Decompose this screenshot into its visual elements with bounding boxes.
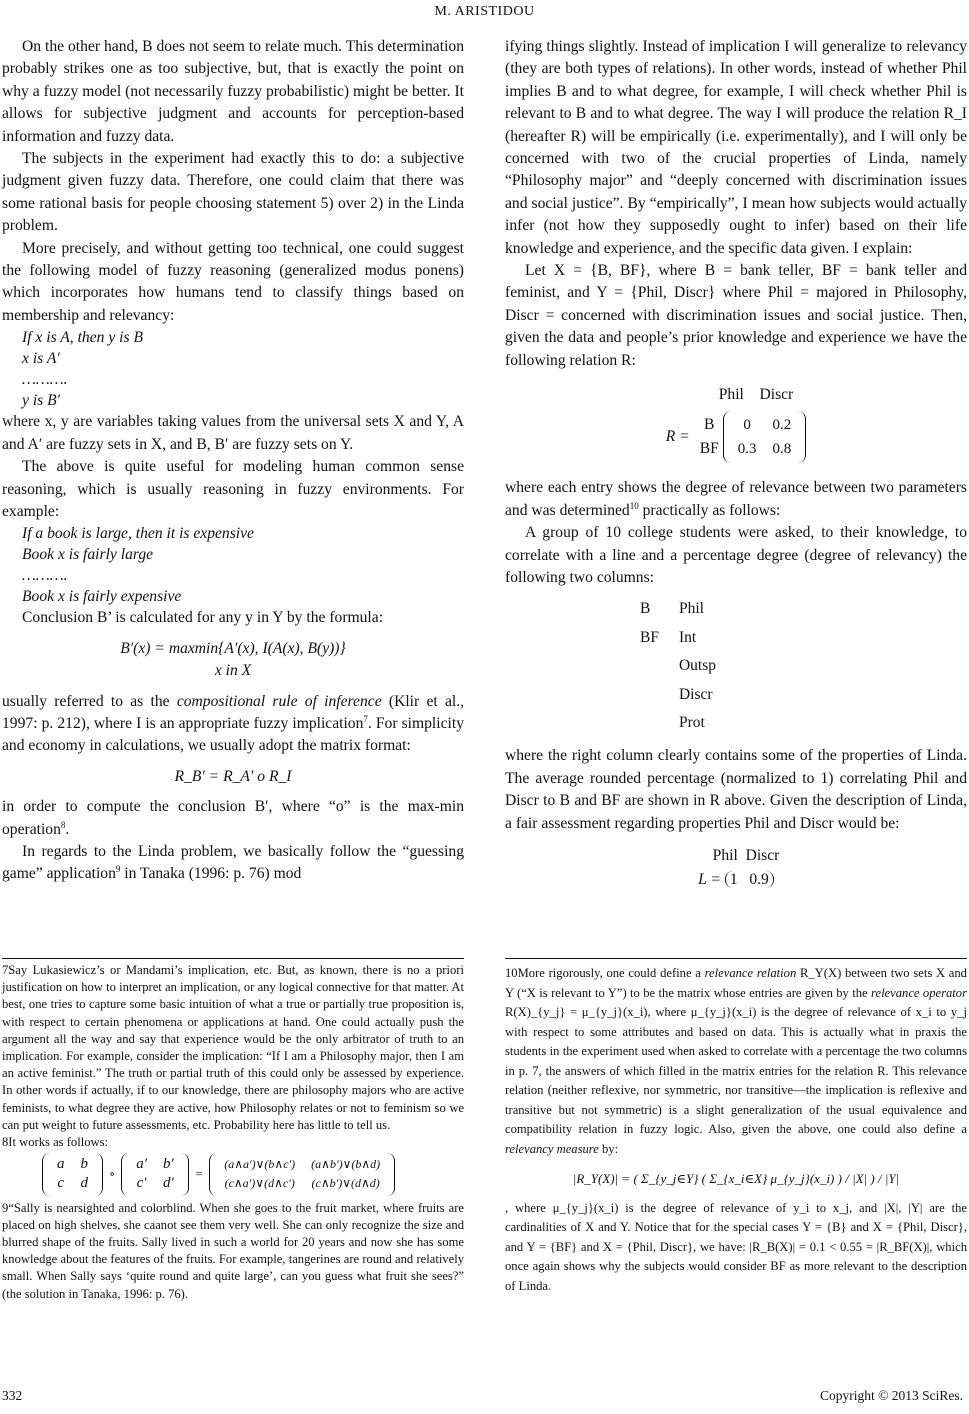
- footnote-rule-left: [2, 958, 464, 959]
- paragraph: On the other hand, B does not seem to relate much. This determination probably strikes one as too subjective, but, that is exactly the point on why a fuzzy model (not necessarily fuzzy probabilistic) might be better. It allows for subjective judgment and accounts for perception-based information and fuzzy data.: [2, 38, 464, 145]
- paragraph: in order to compute the conclusion B′, where “o” is the max-min operation$^8$.: [2, 798, 464, 838]
- paragraph: The subjects in the experiment had exactly this to do: a subjective judgment given fuzzy data. Therefore, one could claim that there was some rational basis for people choosing statement 5) over 2) in the Linda problem.: [2, 150, 464, 235]
- footnote-9: 9“Sally is nearsighted and colorblind. When she goes to the fruit market, where fruits are placed on high shelves, she caanot see them very well. She can only recognize the size and blurred shape of the fruits. Sally lived in such a world for 20 years and now she has some knowledge about the features of the fruits. For example, tangerines are round and relatively small. When Sally says ‘quite round and quite large’, can you guess what fruit she sees?” (the solution in Tanaka, 1996: p. 76).: [2, 1200, 464, 1301]
- copyright: Copyright © 2013 SciRes.: [819, 1388, 963, 1403]
- left-column: [2, 36, 464, 886]
- right-column: [505, 36, 967, 892]
- footnote-7: 7Say Lukasiewicz’s or Mandami’s implication, etc. But, as known, there is no a priori justification on how to interpret an implication, or any logical connective for that matter. At best, one tries to capture some basic intuition of what a true or partially true proposition is, with respect to certain phenomena or applications at hand. One could actually push the argument all the way and say that experience would be the only arbitrator of truth to an implication. For example, consider the implication: “If I am a Philosophy major, then I am an active feminist.” The truth or partial truth of this could only be assessed by experience. In other words if actually, if to our knowledge, there are philosophy majors who are active feminists, to what degree they are active, how Philosophy relates or not to feminism so we can put weight to future assessments, etc. Probability here has little to tell us.: [2, 963, 464, 1132]
- paragraph: Let X = {B, BF}, where B = bank teller, BF = bank teller and feminist, and Y = {Phil, Discr} where Phil = majored in Philosophy, Discr = concerned with discrimination issues and social justice. Then, given the data and people’s prior knowledge and experience we have the following relation R:: [505, 262, 967, 369]
- matrix-l: Phil Discr L = 1 0.9: [698, 847, 780, 889]
- paragraph: In regards to the Linda problem, we basically follow the “guessing game” application$^9$ in Tanaka (1996: p. 76) mod: [2, 842, 464, 883]
- footnote-8: 8It works as follows:: [2, 1135, 108, 1150]
- matrix-r: Phil Discr R = B BF 0 0.2 0.3 0.8: [505, 384, 967, 463]
- running-header: M. ARISTIDOU: [434, 4, 535, 19]
- footnote-rule-right: [505, 958, 967, 959]
- paragraph: Conclusion B’ is calculated for any y in Y by the formula:: [22, 609, 384, 627]
- paragraph: where each entry shows the degree of relevance between two parameters and was determined$^{10}$ practically as follows:: [505, 479, 967, 519]
- paragraph: where x, y are variables taking values from the universal sets X and Y, A and A′ are fuzzy sets in X, and B, B′ are fuzzy sets on Y.: [2, 413, 464, 453]
- footnotes-left: [2, 962, 464, 1303]
- paragraph: where the right column clearly contains some of the properties of Linda. The average rounded percentage (normalized to 1) correlating Phil and Discr to B and BF are shown in R above. Given the description of Linda, a fair assessment regarding properties Phil and Discr would be:: [505, 747, 967, 832]
- paragraph: A group of 10 college students were asked, to their knowledge, to correlate with a line and a percentage degree (degree of relevancy) the following two columns:: [505, 524, 967, 586]
- footnote-10: 10More rigorously, one could define a relevance relation R_Y(X) between two sets X and Y (“X is relevant to Y”) to be the matrix whose entries are given by the relevance operator R(X)_{y_j} = μ_{y_j}(x_i), where μ_{y_j}(x_i) is the degree of relevance of x_i to y_j with respect to some attributes and based on data. This is actually what in praxis the students in the experiment used when asked to correlate with a percentage the two columns in p. 7, the answers of which filled in the matrix entries for the relation R. This relevance relation (neither reflexive, nor symmetric, nor transitive—the implication is reflexive and transitive but not symmetric) is a slight generalization of the usual equivalence and compatibility relation in fuzzy logic. Also, given the above, one could also define a relevancy measure by:: [505, 966, 967, 1156]
- page-number: 332: [2, 1388, 23, 1403]
- paragraph: usually referred to as the compositional rule of inference (Klir et al., 1997: p. 212), where I is an appropriate fuzzy implication$^7$. For simplicity and economy in calculations, we usually adopt the matrix format:: [2, 692, 464, 755]
- reasoning-rule-example: If a book is large, then it is expensive Book x is fairly large ………. Book x is fairly expensive: [22, 525, 254, 606]
- paragraph: More precisely, and without getting too technical, one could suggest the following model of fuzzy reasoning (generalized modus ponens) which incorporates how humans tend to classify things based on membership and relevancy:: [2, 239, 464, 324]
- relevancy-measure-formula: |R_Y(X)| = ( Σ_{y_j∈Y} ( Σ_{x_i∈X} μ_{y_j}(x_i) ) / |X| ) / |Y|: [572, 1171, 900, 1186]
- paragraph: The above is quite useful for modeling human common sense reasoning, which is usually reasoning in fuzzy environments. For example:: [2, 458, 464, 520]
- footnote-8-matrix-equation: a b c d ∘ a′ b′ c′ d′ = (a∧a′)∨(b∧c′) (a∧b′)∨(b∧d) (c∧a′)∨(d∧c′) (c∧b′)∨(d∧d): [42, 1153, 464, 1195]
- correlation-columns: B Phil BF Int Outsp Discr Prot: [640, 600, 717, 731]
- footnote-10-continued: , where μ_{y_j}(x_i) is the degree of relevance of y_i to x_j, and |X|, |Y| are the cardinalities of X and Y. Notice that for the special cases Y = {B} and X = {Phil, Discr}, and Y = {BF} and X = {Phil, Discr}, we have: |R_B(X)| = 0.1 < 0.55 = |R_BF(X)|, which once again shows why the subjects would consider BF as more relevant to the description of Linda.: [505, 1200, 967, 1293]
- reasoning-rule-abstract: If x is A, then y is B x is A′ ………. y is B′: [22, 329, 143, 410]
- footnotes-right: [505, 964, 967, 1296]
- paragraph: ifying things slightly. Instead of implication I will generalize to relevancy (they are both types of relations). In other words, instead of whether Phil implies B and to what degree, for example, I will check whether Phil is relevant to B and to what degree. The way I will produce the relation R_I (hereafter R) will be empirically (i.e. experimentally), and I will only be concerned with two of the crucial properties of Linda, namely “Philosophy major” and “deeply concerned with discrimination issues and social justice”. By “empirically”, I mean how subjects would actually infer (not how they supposedly ought to infer) based on their life knowledge and experience, and the specific data given. I explain:: [505, 38, 967, 257]
- formula-matrix-composition: R_B′ = R_A′ o R_I: [174, 767, 292, 785]
- formula-maxmin: B′(x) = maxmin{A′(x), I(A(x), B(y))} x in X: [120, 639, 346, 680]
